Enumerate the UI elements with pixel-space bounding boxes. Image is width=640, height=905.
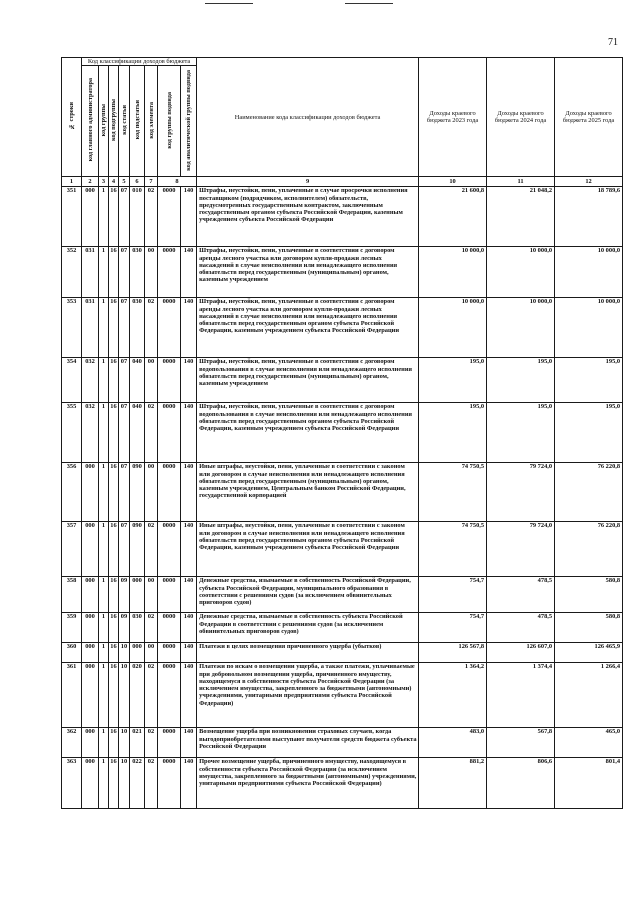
cell-v1: 21 600,8 (419, 187, 487, 247)
header-subarticle: код подстатьи (130, 66, 145, 177)
cell-v2: 10 000,0 (487, 298, 555, 358)
cell-n: 358 (62, 577, 82, 613)
cell-sub: 16 (109, 613, 119, 643)
header-article: код статьи (119, 66, 130, 177)
cell-st: 0000 (158, 577, 181, 613)
cell-sa: 022 (130, 758, 145, 809)
header-2025: Доходы краевого бюджета 2025 года (555, 58, 623, 177)
cell-art: 10 (119, 728, 130, 758)
cell-an: 140 (181, 403, 197, 463)
cell-sub: 16 (109, 463, 119, 522)
cell-name: Иные штрафы, неустойки, пени, уплаченные в соответствии с законом или договором в случае неисполнения или ненадлежащего исполнения обязательств перед государственным (муниципальным) органом, казенным учреждением, Центральным банком Российской Федерации, государственной корпорацией (197, 463, 419, 522)
cell-admin: 000 (82, 463, 99, 522)
header-classification-group: Код классификации доходов бюджета (82, 58, 197, 66)
cell-v3: 18 789,6 (555, 187, 623, 247)
cell-grp: 1 (99, 758, 109, 809)
cell-v1: 195,0 (419, 358, 487, 403)
cell-st: 0000 (158, 663, 181, 728)
cell-an: 140 (181, 463, 197, 522)
cell-sa: 021 (130, 728, 145, 758)
header-analytic: код аналитической группы подвида (181, 66, 197, 177)
cell-v3: 801,4 (555, 758, 623, 809)
cell-v3: 195,0 (555, 403, 623, 463)
page-number: 71 (608, 37, 618, 48)
cell-v3: 465,0 (555, 728, 623, 758)
cell-v1: 881,2 (419, 758, 487, 809)
cell-art: 07 (119, 187, 130, 247)
cell-v2: 79 724,0 (487, 522, 555, 577)
cell-sub: 16 (109, 187, 119, 247)
cell-v2: 806,6 (487, 758, 555, 809)
cell-admin: 032 (82, 358, 99, 403)
cell-an: 140 (181, 728, 197, 758)
cell-name: Прочее возмещение ущерба, причиненного имуществу, находящемуся в собственности субъекта Российской Федерации (за исключением имущества, закрепленного за бюджетными (автономными) учреждениями, унитарными предприятиями субъекта Российской Федерации) (197, 758, 419, 809)
cell-grp: 1 (99, 247, 109, 298)
table-row (62, 663, 623, 728)
cell-grp: 1 (99, 643, 109, 663)
cell-n: 363 (62, 758, 82, 809)
column-number-row: 1 2 3 4 5 6 7 8 9 10 11 12 (62, 177, 623, 187)
cell-el: 00 (145, 358, 158, 403)
header-name: Наименование кода классификации доходов бюджета (197, 58, 419, 177)
cell-el: 02 (145, 522, 158, 577)
cell-name: Иные штрафы, неустойки, пени, уплаченные в соответствии с законом или договором в случае неисполнения или ненадлежащего исполнения обязательств перед государственным органом субъекта Российской Федерации, казенным учреждением субъекта Российской Федерации (197, 522, 419, 577)
cell-st: 0000 (158, 728, 181, 758)
cell-v2: 126 607,0 (487, 643, 555, 663)
cell-admin: 000 (82, 643, 99, 663)
cell-sub: 16 (109, 663, 119, 728)
cell-sub: 16 (109, 298, 119, 358)
cell-sa: 000 (130, 643, 145, 663)
cell-v2: 195,0 (487, 358, 555, 403)
cell-st: 0000 (158, 403, 181, 463)
header-2023: Доходы краевого бюджета 2023 года (419, 58, 487, 177)
cell-grp: 1 (99, 613, 109, 643)
cell-n: 354 (62, 358, 82, 403)
cell-sa: 030 (130, 298, 145, 358)
cell-an: 140 (181, 577, 197, 613)
cell-sa: 000 (130, 577, 145, 613)
cell-name: Штрафы, неустойки, пени, уплаченные в соответствии с договором водопользования в случае неисполнения или ненадлежащего исполнения обязательств перед государственным органом субъекта Российской Федерации, казенным учреждением субъекта Российской Федерации (197, 403, 419, 463)
cell-sa: 090 (130, 522, 145, 577)
cell-sub: 16 (109, 358, 119, 403)
cell-st: 0000 (158, 463, 181, 522)
cell-admin: 000 (82, 577, 99, 613)
table-row (62, 613, 623, 643)
header-subgroup: код подгруппы (109, 66, 119, 177)
cell-art: 07 (119, 358, 130, 403)
cell-st: 0000 (158, 643, 181, 663)
cell-n: 352 (62, 247, 82, 298)
cell-v3: 580,8 (555, 577, 623, 613)
table-row (62, 522, 623, 577)
cell-el: 02 (145, 728, 158, 758)
cell-v2: 1 374,4 (487, 663, 555, 728)
cell-name: Платежи в целях возмещения причиненного ущерба (убытков) (197, 643, 419, 663)
cell-v3: 1 266,4 (555, 663, 623, 728)
cell-admin: 000 (82, 728, 99, 758)
cell-el: 02 (145, 613, 158, 643)
cell-an: 140 (181, 663, 197, 728)
cell-v2: 10 000,0 (487, 247, 555, 298)
cell-el: 00 (145, 577, 158, 613)
cell-art: 07 (119, 247, 130, 298)
cell-n: 359 (62, 613, 82, 643)
top-rule-left (205, 3, 253, 4)
cell-sa: 030 (130, 613, 145, 643)
cell-st: 0000 (158, 358, 181, 403)
cell-grp: 1 (99, 577, 109, 613)
header-admin: код главного администратора (82, 66, 99, 177)
table-row (62, 728, 623, 758)
cell-art: 07 (119, 403, 130, 463)
cell-art: 09 (119, 613, 130, 643)
cell-st: 0000 (158, 187, 181, 247)
cell-name: Денежные средства, изымаемые в собственность субъекта Российской Федерации в соответствии с решениями судов (за исключением обвинительных приговоров судов) (197, 613, 419, 643)
cell-v3: 76 220,8 (555, 522, 623, 577)
cell-art: 10 (119, 758, 130, 809)
cell-v3: 195,0 (555, 358, 623, 403)
cell-sa: 030 (130, 247, 145, 298)
cell-an: 140 (181, 247, 197, 298)
cell-admin: 000 (82, 187, 99, 247)
cell-v1: 754,7 (419, 613, 487, 643)
cell-v1: 1 364,2 (419, 663, 487, 728)
cell-v2: 567,8 (487, 728, 555, 758)
cell-sub: 16 (109, 522, 119, 577)
cell-n: 351 (62, 187, 82, 247)
cell-grp: 1 (99, 403, 109, 463)
cell-sa: 040 (130, 358, 145, 403)
cell-st: 0000 (158, 613, 181, 643)
cell-name: Денежные средства, изымаемые в собственность Российской Федерации, субъекта Российской Федерации, муниципального образования в соответствии с решениями судов (за исключением обвинительных приговоров судов) (197, 577, 419, 613)
header-2024: Доходы краевого бюджета 2024 года (487, 58, 555, 177)
cell-el: 02 (145, 298, 158, 358)
top-rule-right (345, 3, 393, 4)
cell-grp: 1 (99, 663, 109, 728)
cell-v3: 10 000,0 (555, 247, 623, 298)
cell-st: 0000 (158, 522, 181, 577)
cell-el: 02 (145, 403, 158, 463)
table-row (62, 403, 623, 463)
cell-an: 140 (181, 643, 197, 663)
cell-n: 355 (62, 403, 82, 463)
cell-el: 02 (145, 663, 158, 728)
table-body (62, 187, 623, 809)
cell-v3: 126 465,9 (555, 643, 623, 663)
cell-an: 140 (181, 187, 197, 247)
cell-n: 360 (62, 643, 82, 663)
cell-sub: 16 (109, 758, 119, 809)
cell-v3: 76 220,8 (555, 463, 623, 522)
cell-an: 140 (181, 522, 197, 577)
cell-n: 356 (62, 463, 82, 522)
cell-an: 140 (181, 298, 197, 358)
table-row (62, 358, 623, 403)
cell-v1: 483,0 (419, 728, 487, 758)
table-row (62, 463, 623, 522)
cell-v1: 10 000,0 (419, 247, 487, 298)
cell-v2: 79 724,0 (487, 463, 555, 522)
table-row (62, 577, 623, 613)
cell-admin: 031 (82, 298, 99, 358)
cell-an: 140 (181, 613, 197, 643)
cell-sub: 16 (109, 247, 119, 298)
cell-v1: 126 567,8 (419, 643, 487, 663)
cell-sub: 16 (109, 403, 119, 463)
table-row (62, 247, 623, 298)
cell-art: 10 (119, 663, 130, 728)
cell-name: Возмещение ущерба при возникновении страховых случаев, когда выгодоприобретателями выступают получатели средств бюджета субъекта Российской Федерации (197, 728, 419, 758)
cell-el: 00 (145, 247, 158, 298)
cell-el: 02 (145, 187, 158, 247)
table-row (62, 643, 623, 663)
cell-sub: 16 (109, 577, 119, 613)
cell-sa: 090 (130, 463, 145, 522)
cell-sub: 16 (109, 643, 119, 663)
table-row (62, 758, 623, 809)
budget-income-table (61, 57, 623, 809)
cell-v2: 478,5 (487, 577, 555, 613)
cell-name: Платежи по искам о возмещении ущерба, а также платежи, уплачиваемые при добровольном возмещении ущерба, причиненного имуществу, находящемуся в собственности субъекта Российской Федерации (за исключением имущества, закрепленного за бюджетными (автономными) учреждениями, унитарными предприятиями субъекта Российской Федерации) (197, 663, 419, 728)
cell-v3: 10 000,0 (555, 298, 623, 358)
cell-v2: 195,0 (487, 403, 555, 463)
cell-name: Штрафы, неустойки, пени, уплаченные в случае просрочки исполнения поставщиком (подрядчиком, исполнителем) обязательств, предусмотренных государственным контрактом, заключенным государственным органом субъекта Российской Федерации, казенным учреждением субъекта Российской Федерации (197, 187, 419, 247)
cell-name: Штрафы, неустойки, пени, уплаченные в соответствии с договором аренды лесного участка или договором купли-продажи лесных насаждений в случае неисполнения или ненадлежащего исполнения обязательств перед государственным (муниципальным) органом, казенным учреждением (197, 247, 419, 298)
cell-an: 140 (181, 358, 197, 403)
cell-n: 362 (62, 728, 82, 758)
cell-v1: 10 000,0 (419, 298, 487, 358)
cell-grp: 1 (99, 463, 109, 522)
cell-n: 353 (62, 298, 82, 358)
cell-v1: 195,0 (419, 403, 487, 463)
cell-art: 10 (119, 643, 130, 663)
cell-art: 07 (119, 463, 130, 522)
cell-grp: 1 (99, 358, 109, 403)
header-subtype: код группы подвида (158, 66, 181, 177)
cell-admin: 000 (82, 522, 99, 577)
cell-admin: 031 (82, 247, 99, 298)
cell-grp: 1 (99, 298, 109, 358)
cell-admin: 000 (82, 663, 99, 728)
cell-st: 0000 (158, 758, 181, 809)
header-element: код элемента (145, 66, 158, 177)
cell-st: 0000 (158, 247, 181, 298)
cell-el: 00 (145, 463, 158, 522)
cell-art: 07 (119, 522, 130, 577)
cell-sa: 010 (130, 187, 145, 247)
cell-n: 361 (62, 663, 82, 728)
cell-v1: 754,7 (419, 577, 487, 613)
table-row (62, 187, 623, 247)
cell-name: Штрафы, неустойки, пени, уплаченные в соответствии с договором аренды лесного участка или договором купли-продажи лесных насаждений в случае неисполнения или ненадлежащего исполнения обязательств перед государственным органом субъекта Российской Федерации, казенным учреждением субъекта Российской Федерации (197, 298, 419, 358)
cell-admin: 000 (82, 613, 99, 643)
cell-v1: 74 750,5 (419, 522, 487, 577)
header-group: код группы (99, 66, 109, 177)
header-rownum: № строки (62, 58, 82, 177)
cell-v3: 580,8 (555, 613, 623, 643)
cell-art: 07 (119, 298, 130, 358)
cell-admin: 000 (82, 758, 99, 809)
cell-admin: 032 (82, 403, 99, 463)
cell-an: 140 (181, 758, 197, 809)
cell-n: 357 (62, 522, 82, 577)
cell-sa: 040 (130, 403, 145, 463)
cell-grp: 1 (99, 187, 109, 247)
cell-sub: 16 (109, 728, 119, 758)
cell-v2: 21 048,2 (487, 187, 555, 247)
cell-sa: 020 (130, 663, 145, 728)
cell-v2: 478,5 (487, 613, 555, 643)
cell-st: 0000 (158, 298, 181, 358)
cell-grp: 1 (99, 522, 109, 577)
cell-grp: 1 (99, 728, 109, 758)
cell-name: Штрафы, неустойки, пени, уплаченные в соответствии с договором водопользования в случае неисполнения или ненадлежащего исполнения обязательств перед государственным (муниципальным) органом, казенным учреждением (197, 358, 419, 403)
cell-el: 02 (145, 758, 158, 809)
cell-el: 00 (145, 643, 158, 663)
cell-v1: 74 750,5 (419, 463, 487, 522)
table-row (62, 298, 623, 358)
cell-art: 09 (119, 577, 130, 613)
